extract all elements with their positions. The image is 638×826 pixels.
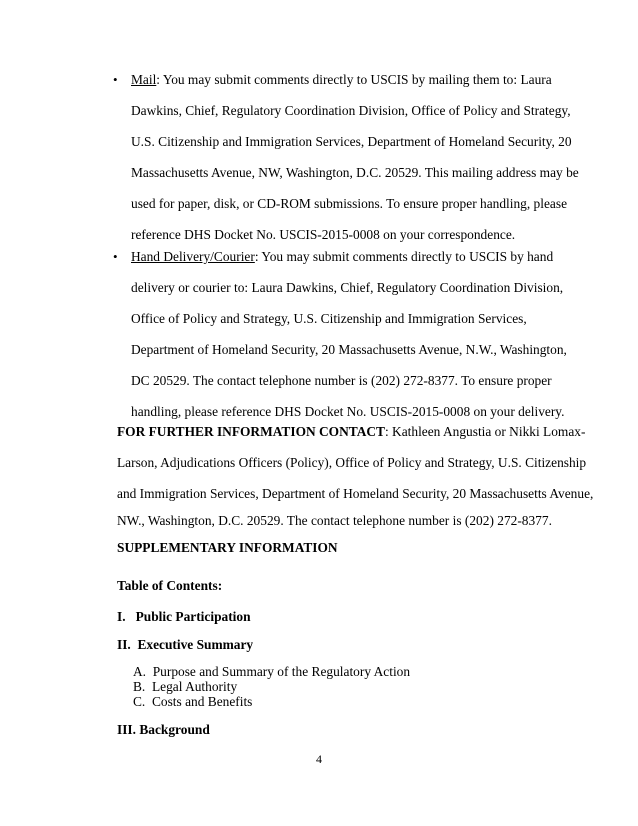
contact-heading: FOR FURTHER INFORMATION CONTACT [117,424,385,439]
hand-line-4: Department of Homeland Security, 20 Massachusetts Avenue, N.W., Washington, [131,342,567,357]
supplementary-heading: SUPPLEMENTARY INFORMATION [117,540,338,555]
mail-line-1: Mail: You may submit comments directly to USCIS by mailing them to: Laura [131,72,552,87]
mail-line-5: used for paper, disk, or CD-ROM submissions. To ensure proper handling, please [131,196,568,211]
contact-line-3: and Immigration Services, Department of Homeland Security, 20 Massachusetts Avenue, [117,486,594,501]
bullet-icon: • [113,249,118,264]
hand-line-1: Hand Delivery/Courier: You may submit comments directly to USCIS by hand [131,249,554,264]
toc-subitem-b: B. Legal Authority [133,679,238,694]
toc-heading: Table of Contents: [117,578,223,593]
contact-line-4: NW., Washington, D.C. 20529. The contact telephone number is (202) 272-8377. [117,513,552,528]
contact-line-2: Larson, Adjudications Officers (Policy), Office of Policy and Strategy, U.S. Citizenship [117,455,587,470]
mail-line-3: U.S. Citizenship and Immigration Services, Department of Homeland Security, 20 [131,134,572,149]
hand-line-6: handling, please reference DHS Docket No. USCIS-2015-0008 on your delivery. [131,404,565,419]
hand-line-3: Office of Policy and Strategy, U.S. Citizenship and Immigration Services, [131,311,527,326]
bullet-icon: • [113,72,118,87]
toc-section-1: I. Public Participation [117,609,251,624]
hand-line-5: DC 20529. The contact telephone number is (202) 272-8377. To ensure proper [131,373,552,388]
toc-section-3: III. Background [117,722,210,737]
mail-line-4: Massachusetts Avenue, NW, Washington, D.C. 20529. This mailing address may be [131,165,579,180]
hand-delivery-label: Hand Delivery/Courier [131,249,255,264]
mail-label: Mail [131,72,157,87]
hand-line-2: delivery or courier to: Laura Dawkins, Chief, Regulatory Coordination Division, [131,280,564,295]
mail-line-2: Dawkins, Chief, Regulatory Coordination Division, Office of Policy and Strategy, [131,103,571,118]
toc-subitem-a: A. Purpose and Summary of the Regulatory Action [133,664,411,679]
toc-subitem-c: C. Costs and Benefits [133,694,253,709]
contact-line-1: FOR FURTHER INFORMATION CONTACT: Kathleen Angustia or Nikki Lomax- [117,424,586,439]
mail-line-6: reference DHS Docket No. USCIS-2015-0008 on your correspondence. [131,227,516,242]
toc-section-2: II. Executive Summary [117,637,254,652]
page-number: 4 [316,752,322,766]
